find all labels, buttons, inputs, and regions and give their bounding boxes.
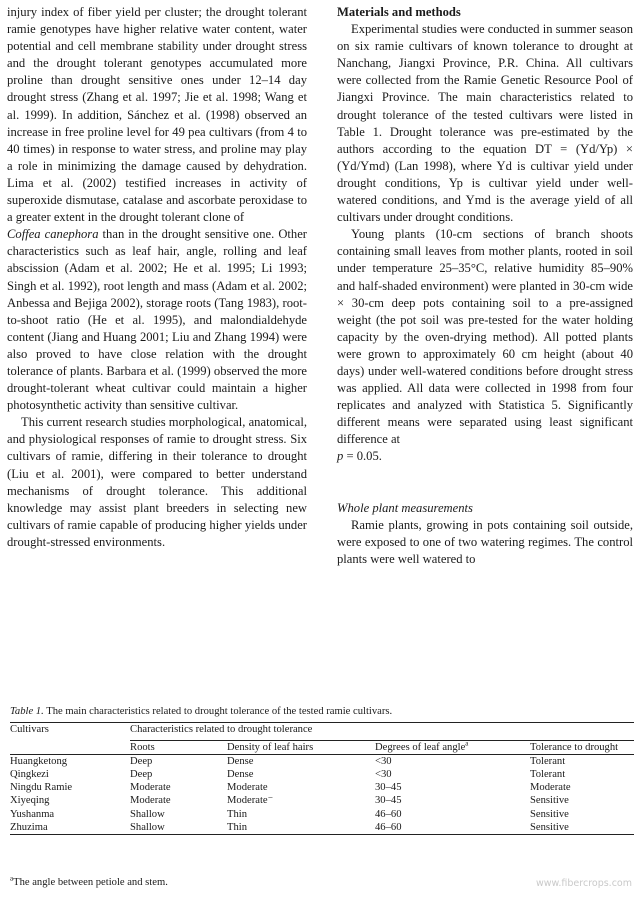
- subsection-heading: Whole plant measurements: [337, 500, 473, 515]
- header-tolerance: Tolerance to drought: [530, 741, 634, 755]
- species-name: Coffea canephora: [7, 227, 99, 242]
- table-row: Qingkezi Deep Dense <30 Tolerant: [10, 769, 566, 781]
- header-cultivars: Cultivars: [10, 723, 130, 742]
- header-hairs: Density of leaf hairs: [227, 741, 375, 755]
- table-footnote: $^a$The angle between petiole and stem.: [10, 874, 168, 888]
- table-header-row-2: [10, 741, 634, 755]
- left-paragraph-2: This current research studies morphological, anatomical, and physiological responses of ramie to drought stress. Six cultivars of ramie, differing in their tolerance to drought (Liu et al. 2001), were compared to better understand mechanisms of drought tolerance. This additional knowledge may assist plant breeders in selecting new cultivars of ramie capable of producing higher yields under drought-stressed environments.: [7, 415, 307, 549]
- section-heading: Materials and methods: [337, 5, 461, 19]
- watermark: www.fibercrops.com: [535, 878, 632, 889]
- table-row: Zhuzima Shallow Thin 46–60 Sensitive: [10, 821, 634, 835]
- header-angle: Degrees of leaf angle$^a$: [375, 741, 530, 755]
- header-characteristics: Characteristics related to drought tolerance: [130, 723, 634, 742]
- right-paragraph-3: Ramie plants, growing in pots containing soil outside, were exposed to one of two watering regimes. The control plants were well watered to: [337, 517, 633, 566]
- characteristics-table: [10, 722, 634, 835]
- header-roots: Roots: [130, 741, 227, 755]
- left-paragraph-1: injury index of fiber yield per cluster; the drought tolerant ramie genotypes have higher relative water content, water potential and cell membrane stability under drought stress and the drought tolerant genotypes accumulated more proline than drought sensitive ones under 12–14 day drought stress (Zhang et al. 1997; Jie et al. 1998; Wang et al. 1999). In addition, Sánchez et al. (1998) observed an increase in free proline level for 49 pea cultivars (from 4 to 40 times) in response to water stress, and proline may play a role in minimizing the damage caused by dehydration. Lima et al. (2002) testified increases in activity of superoxide dismutase, catalase and ascorbate peroxidase to a greater extent in the drought tolerant clone of Coffea canephora than in the drought sensitive one. Other characteristics such as leaf hair, angle, rolling and leaf abscission (Adam et al. 2002; He et al. 1995; Li 1993; Singh et al. 1992), root length and mass (Adam et al. 2002; Anbessa and Bejiga 2002), storage roots (Tang 1983), root-to-shoot ratio (He et al. 1995), and malondialdehyde content (Jiang and Huang 2001; Liu and Zhang 1994) were also proved to have close relation with the drought tolerance of plants. Barbara et al. (1999) observed the more drought-tolerant wheat cultivar could maintain a higher photosynthetic activity than sensitive cultivar.: [7, 5, 307, 413]
- table-header-row-1: [10, 723, 634, 742]
- table-row: Yushanma Shallow Thin 46–60 Sensitive: [10, 808, 569, 820]
- table-row: Xiyeqing Moderate Moderate⁻ 30–45 Sensitive: [10, 795, 569, 807]
- table-caption: Table 1. The main characteristics related to drought tolerance of the tested ramie cultivars.: [10, 706, 393, 717]
- table-row: Huangketong Deep Dense <30 Tolerant: [10, 756, 566, 768]
- right-column: [337, 4, 633, 568]
- right-paragraph-2: Young plants (10-cm sections of branch shoots containing small leaves from mother plants, rooted in soil under temperature 25–35°C, relative humidity 85–90% and half-shaded environment) were planted in 30-cm wide × 30-cm deep pots containing soil to a pre-assigned weight (the pot soil was pre-tested for the water holding capacity by the oven-drying method). All potted plants were grown to approximately 60 cm height (about 40 days) under well-watered conditions before drought stress was applied. All data were collected in 1998 from four replicates and analyzed with Statistica 5. Significantly different means were separated using least significant difference at p = 0.05.: [337, 227, 633, 464]
- table-row: Ningdu Ramie Moderate Moderate 30–45 Moderate: [10, 782, 571, 794]
- right-paragraph-1: Experimental studies were conducted in summer season on six ramie cultivars of known tolerance to drought at Nanchang, Jiangxi Province, P.R. China. All cultivars were collected from the Ramie Genetic Resource Pool of Jiangxi Province. The main characteristics related to drought tolerance of the tested cultivars were listed in Table 1. Drought tolerance was pre-estimated by the authors according to the equation DT = (Yd/Yp) × (Yd/Ymd) (Lan 1998), where Yd is cultivar yield under drought conditions, Yp is cultivar yield under well-watered conditions, and Ymd is the average yield of all cultivars under drought conditions.: [337, 22, 633, 225]
- left-column: [7, 4, 307, 551]
